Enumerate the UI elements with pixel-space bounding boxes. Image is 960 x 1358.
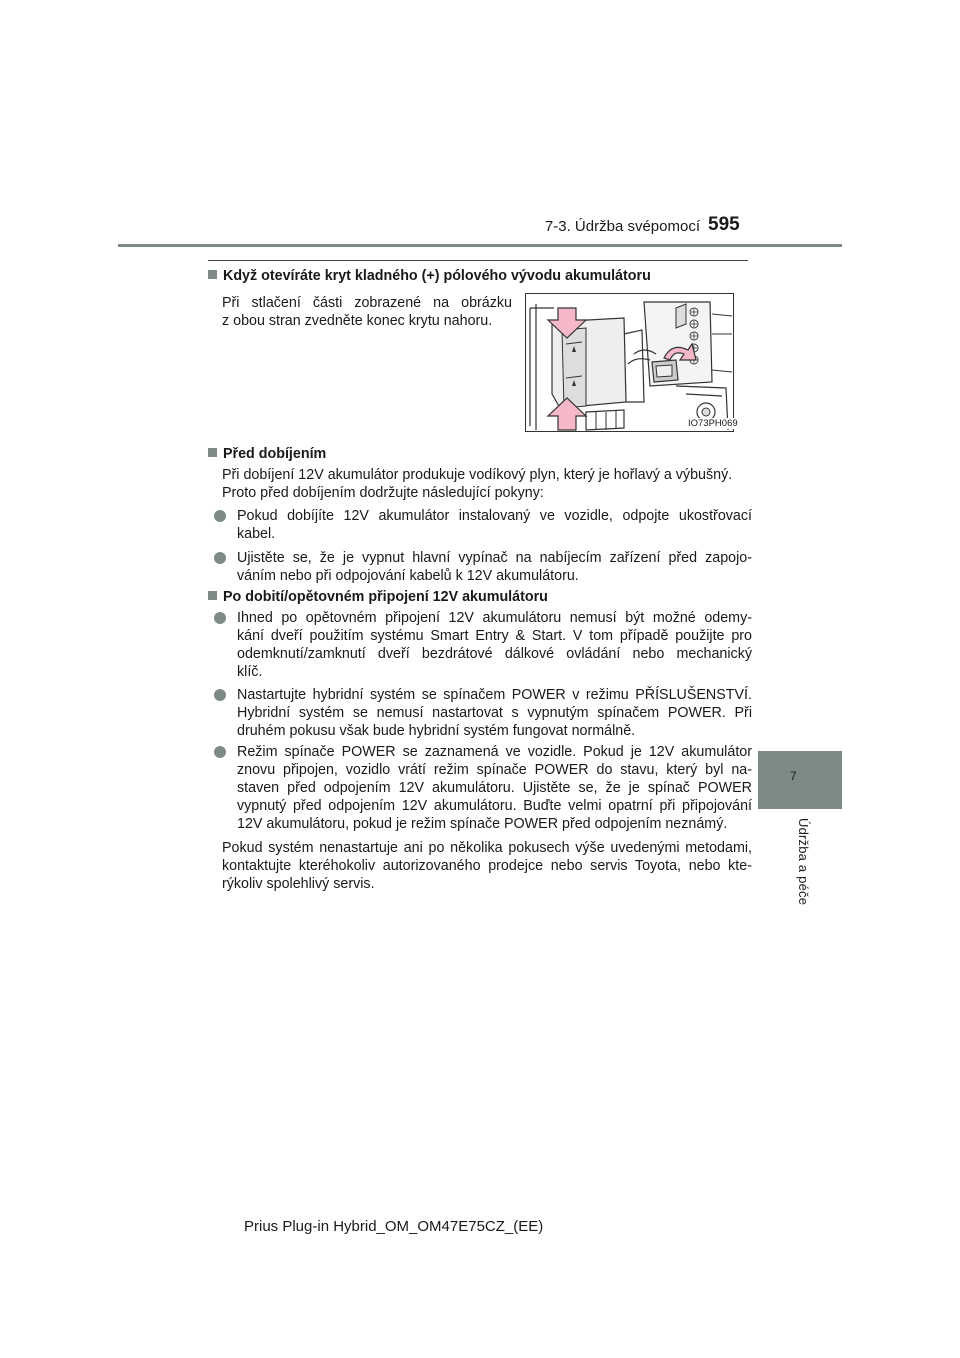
text-line: odemknutí/zamknutí dveří bezdrátové dálkové ovládání nebo mechanický (237, 646, 752, 662)
footer-document-id: Prius Plug-in Hybrid_OM_OM47E75CZ_(EE) (244, 1218, 544, 1235)
text-line: Při stlačení části zobrazené na obrázku (222, 295, 512, 311)
after-charging-bullet-1 (237, 609, 752, 681)
text-line: Ihned po opětovném připojení 12V akumulátoru nemusí být možné odemy- (237, 610, 752, 626)
figure-code: IO73PH069 (688, 418, 738, 429)
round-bullet-icon (214, 612, 226, 624)
charging-bullet-2 (237, 549, 752, 585)
text-line: 12V akumulátoru, pokud je režim spínače POWER před odpojením neznámý. (237, 816, 728, 832)
text-line: staven před odpojením 12V akumulátoru. Ujistěte se, že je spínač POWER (237, 780, 752, 796)
section-heading-text: Po dobití/opětovném připojení 12V akumulátoru (223, 589, 548, 605)
chapter-side-label-box (758, 810, 842, 930)
text-line: z obou stran zvedněte konec krytu nahoru. (222, 313, 493, 329)
text-line: Ujistěte se, že je vypnut hlavní vypínač na nabíjecím zařízení před zapojo- (237, 550, 752, 566)
square-bullet-icon (208, 448, 217, 457)
text-line: kontaktujte kteréhokoliv autorizovaného prodejce nebo servis Toyota, nebo kte- (222, 858, 752, 874)
text-line: Při dobíjení 12V akumulátor produkuje vodíkový plyn, který je hořlavý a výbušný. (222, 467, 733, 483)
round-bullet-icon (214, 552, 226, 564)
charging-bullet-1 (237, 507, 752, 543)
square-bullet-icon (208, 270, 217, 279)
chapter-tab[interactable] (758, 751, 842, 809)
text-line: kání dveří použitím systému Smart Entry & Start. V tom případě použijte pro (237, 628, 752, 644)
section-heading-cover (208, 266, 651, 286)
section-heading-after-charging (208, 587, 548, 607)
text-line: Proto před dobíjením dodržujte následující pokyny: (222, 485, 544, 501)
after-charging-closing (222, 839, 752, 893)
chapter-title: Údržba a péče (796, 818, 811, 906)
battery-illustration (526, 294, 733, 431)
text-line: Pokud dobíjíte 12V akumulátor instalovaný ve vozidle, odpojte ukostřovací (237, 508, 752, 524)
header-rule (118, 244, 842, 247)
text-line: Pokud systém nenastartuje ani po několika pokusech výše uvedenými metodami, (222, 840, 752, 856)
section-heading-text: Před dobíjením (223, 446, 327, 462)
text-line: Hybridní systém se nemusí nastartovat s vypnutým spínačem POWER. Při (237, 705, 752, 721)
charging-intro (222, 466, 752, 502)
square-bullet-icon (208, 591, 217, 600)
section-heading-charging (208, 444, 326, 464)
round-bullet-icon (214, 746, 226, 758)
section-heading-text: Když otevíráte kryt kladného (+) pólového vývodu akumulátoru (223, 268, 651, 284)
chapter-number: 7 (790, 769, 797, 783)
text-line: druhém pokusu však bude hybridní systém fungovat normálně. (237, 723, 636, 739)
after-charging-bullet-3 (237, 743, 752, 833)
text-line: klíč. (237, 664, 263, 680)
round-bullet-icon (214, 510, 226, 522)
content-top-rule (208, 260, 748, 261)
header-section-title: 7-3. Údržba svépomocí (544, 218, 700, 235)
text-line: Režim spínače POWER se zaznamená ve vozidle. Pokud je 12V akumulátor (237, 744, 752, 760)
text-line: znovu připojen, vozidlo vrátí režim spínače POWER do stavu, který byl na- (237, 762, 752, 778)
battery-cover-figure (525, 293, 738, 432)
text-line: váním nebo při odpojování kabelů k 12V akumulátoru. (237, 568, 579, 584)
page-number: 595 (708, 214, 740, 235)
round-bullet-icon (214, 689, 226, 701)
text-line: vypnutý před odpojením 12V akumulátoru. Buďte velmi opatrní při připojování (237, 798, 752, 814)
text-line: rýkoliv spolehlivý servis. (222, 876, 375, 892)
text-line: Nastartujte hybridní systém se spínačem POWER v režimu PŘÍSLUŠENSTVÍ. (237, 687, 752, 703)
cover-instructions (222, 294, 512, 330)
text-line: kabel. (237, 526, 276, 542)
after-charging-bullet-2 (237, 686, 752, 740)
